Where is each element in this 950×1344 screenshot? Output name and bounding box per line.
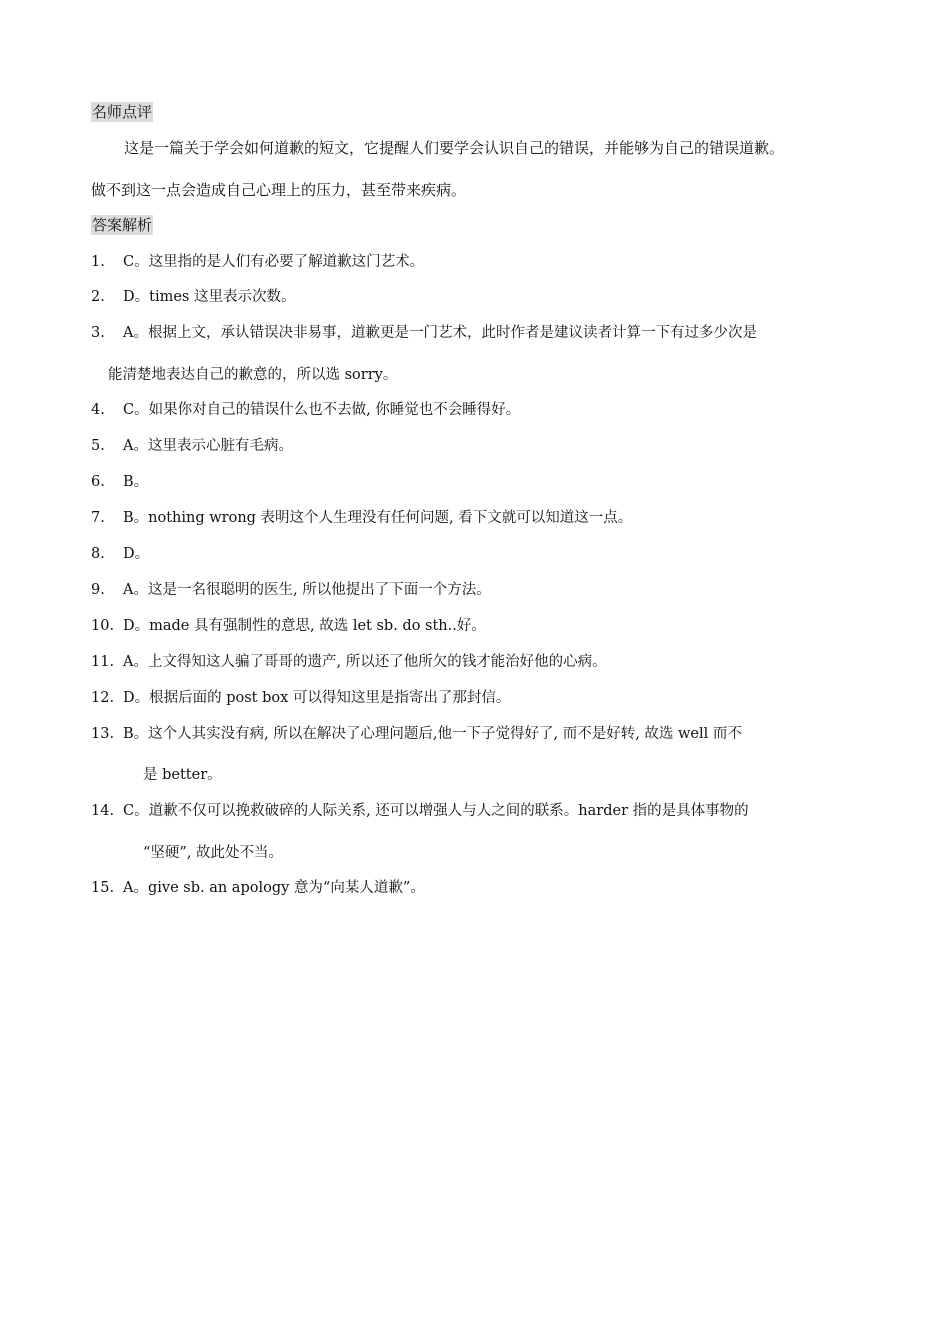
answer-text: D。 (123, 546, 150, 562)
answer-number: 5. (91, 438, 105, 454)
answer-text: B。这个人其实没有病, 所以在解决了心理问题后,他一下子觉得好了, 而不是好转, 故选 well 而不 (123, 726, 742, 742)
answer-item-8 (91, 544, 149, 564)
answer-number: 12. (91, 690, 115, 706)
answer-text: D。made 具有强制性的意思, 故选 let sb. do sth..好。 (123, 618, 486, 634)
answer-text: D。根据后面的 post box 可以得知这里是指寄出了那封信。 (123, 690, 511, 706)
answer-number: 15. (91, 880, 115, 896)
answer-text: D。times 这里表示次数。 (123, 289, 296, 305)
answer-item-6 (91, 472, 148, 492)
answer-text: A。上文得知这人骗了哥哥的遗产, 所以还了他所欠的钱才能治好他的心病。 (123, 654, 607, 670)
answer-number: 7. (91, 510, 105, 526)
answer-item-10 (91, 616, 486, 636)
answer-number: 9. (91, 582, 105, 598)
answer-item-13 (91, 724, 742, 744)
answer-text: A。根据上文，承认错误决非易事，道歉更是一门艺术，此时作者是建议读者计算一下有过多少次是 (123, 325, 757, 341)
answer-number: 4. (91, 402, 105, 418)
answer-number: 3. (91, 325, 105, 341)
answer-number: 10. (91, 618, 115, 634)
answer-item-12 (91, 688, 510, 708)
answer-item-14-continuation: “坚硬”, 故此处不当。 (143, 845, 284, 861)
answer-item-3-continuation: 能清楚地表达自己的歉意的，所以选 sorry。 (108, 367, 398, 383)
answer-text: C。道歉不仅可以挽救破碎的人际关系, 还可以增强人与人之间的联系。harder 指的是具体事物的 (123, 803, 749, 819)
answer-item-5 (91, 436, 293, 456)
answer-item-11 (91, 652, 607, 672)
review-paragraph-line-2: 做不到这一点会造成自己心理上的压力，甚至带来疾病。 (91, 181, 467, 199)
answer-text: A。这是一名很聪明的医生, 所以他提出了下面一个方法。 (123, 582, 491, 598)
answer-text: C。这里指的是人们有必要了解道歉这门艺术。 (123, 254, 425, 270)
answer-item-9 (91, 580, 491, 600)
answer-item-14 (91, 801, 749, 821)
answer-text: C。如果你对自己的错误什么也不去做, 你睡觉也不会睡得好。 (123, 402, 521, 418)
answer-number: 6. (91, 474, 105, 490)
answer-item-13-continuation: 是 better。 (143, 767, 222, 783)
answer-item-7 (91, 508, 632, 528)
answer-text: B。 (123, 474, 149, 490)
answer-number: 2. (91, 289, 105, 305)
answer-number: 1. (91, 254, 105, 270)
review-paragraph-line-1: 这是一篇关于学会如何道歉的短文，它提醒人们要学会认识自己的错误，并能够为自己的错误道歉。 (124, 139, 785, 157)
answers-heading: 答案解析 (92, 216, 153, 234)
answer-number: 13. (91, 726, 115, 742)
answer-item-2 (91, 287, 295, 307)
answer-text: B。nothing wrong 表明这个人生理没有任何问题, 看下文就可以知道这一点。 (123, 510, 633, 526)
answer-text: A。这里表示心脏有毛病。 (123, 438, 293, 454)
answer-number: 11. (91, 654, 115, 670)
answer-item-3 (91, 323, 757, 343)
answer-number: 8. (91, 546, 105, 562)
answer-item-1 (91, 252, 424, 272)
answer-text: A。give sb. an apology 意为“向某人道歉”。 (123, 880, 425, 896)
answer-number: 14. (91, 803, 115, 819)
answer-item-4 (91, 400, 520, 420)
review-heading: 名师点评 (92, 103, 153, 121)
answer-item-15 (91, 878, 425, 898)
